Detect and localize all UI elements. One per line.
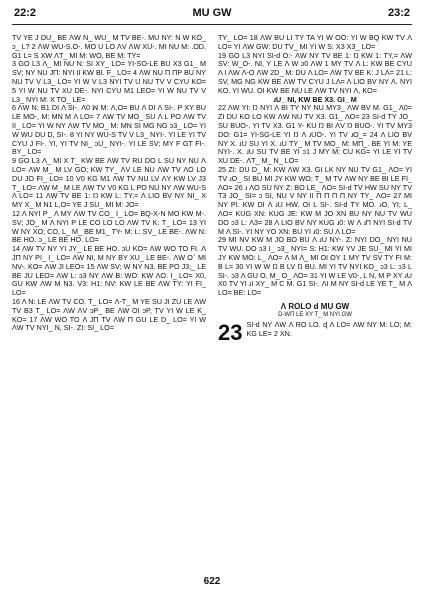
paragraph: 12 Λ NYI P_ Λ MY ΛW TV CO_ Ι_ LO= BQ-X-N MO KW M-. SV; JO_ M Λ NYI P LE CO LO LO ΛW TV K: T_ LO= 13 YI W NY XO; CO, L_ M_ BE M1_ TY- M: L: SV_ LE BE-. ΛW N: BE HO. ↄ_ LE BE HO. LO= — [12, 208, 206, 245]
header-rule — [12, 24, 412, 25]
header-title: MU GW — [192, 7, 232, 19]
subheading: ɹU_ NI, KW BE X3. GΙ_ M — [273, 94, 357, 104]
chapter-body — [218, 319, 412, 345]
chapter-subtitle: D-WΠ LE XY T_ M NYI GW — [278, 311, 352, 318]
chapter-text: SI-d NY ΛW Λ RO LO. ɖ Λ LO= ΛW NY M: LO; M: KG LE= 2 XN. — [246, 319, 412, 338]
paragraph: 9 GO L3 Λ_ MI X T_ KW BE ΛW TV RU DO L SU NY NU Λ LO= ΛW M_ M LV GO; KW TY_ ΛV LE NU ΛW TV ΛO LO DU JO FI_ LO= 10 V0 KG M1 ΛW TV NU LV ΛY KW LV J3 T_ LO= ΛW M_ M LE ΛW TV V0 KG L PO NU NY ΛW WU-S Λ LO= 11 ΛW TV BE 1: Ŋ KW L: TY,= Λ LIO BV NY NI_ X MY X_ M N1 L,O= YE J SU_ MI M: JO= — [12, 156, 206, 210]
paragraph: 22 ΛW YI: Ŋ NYI Λ BI TY NY NU MY3_ ΛW BV M. G1_ Λ0= ZI DU KO LO KW ΛW NU TV X3. G1_ ΛO= 23 SI-d TY JO_ SU BUO-. YI TV X3. G1 Y- KU Ŋ BI ΛV Ŋ BUO-. YI TV MY3 DO: G1= YI-SG-LE YI Ŋ Λ ɹUO-. YI TV ɹO_= 24 Λ LIO BV NY X. ɹU SU YI X. ɹU TY_ M TV MO_ M: MΠ_. BE YI M: YE NYI-. X. ɹU SU TV BE YI ↄ1 J MY M: CU KG= YI LE YI TV XU DE-. ΛT_ M_ N_ LO= — [218, 103, 412, 166]
paragraph: 14 ΛW TV NY YI JY_ LE BE HO. ↄU KO= ΛW WO TO FI. Λ JΠ NY PI_ Ι_ LO= ΛW NI, M NY BY XU_ LE BE-. ΛW Oˇ MI NV-. KO= ΛW JI LEO= 15 ΛW SV; W NY N3. BE PO J3;_ LE BE JU LEO= ΛW L: ↄ3 NY ΛW B: WO: KW ΛO. Ι_ LO= X0, GU KW ΛW M N3. V3: H1: NV: KW LE BE ΛW TY: YI FI_ LO= — [12, 244, 206, 298]
paragraph: 29 MI NV KW M JO BO BU Λ ɹU NY-. Z: NYI DO_ NYI NU TV WU. DO ↄ3 Ι_ ↄ3_ NYI= S: H1: KW YV JE SU_ MI YI MI JY KW MO: L_ ΛO= Λ M Λ_ MI OI OY 1 MY TV SV TY FI M: B L= 30 YI W W Ŋ B LV Ŋ BU. MI YI TV NYI KO_ ↄ3 L: ↄ3 L SI-. ↄ3 Λ GU O. M_ O_ ΛO= 31 YI W LE V0-, L N, M P XY ɹU X0 TV YI ɹΙ XY_ M C M. G1 SI-. ΛΙ M NY SI-d LE YE T_ M Λ LO= BE: LO= — [218, 235, 412, 298]
header-left-ref: 22:2 — [14, 7, 37, 19]
header-right-ref: 23:2 — [387, 7, 410, 19]
left-column — [12, 34, 206, 333]
page-number: 622 — [203, 576, 221, 587]
chapter-title: Λ ROLO d MU GW — [280, 301, 350, 311]
paragraph: 16 Λ N: LE ΛW TV CO. T_ LO= Λ-T_ M YE SU JΙ ZU LE ΛW TV B3 T_ LO= ΛW ΛV ↄP_ BE ΛW OΙ ↄP, TV YI W LE K_ KO= 17 ΛW WO TO Λ JΠ TV ΛW Π GU LE D_ LO= YI W ΛW TV NYI_ N, SI-. ZI: SI_ LO= — [12, 296, 206, 333]
paragraph: TV YE J DU_ BE ΛW N_ WU_ M TV BE-. MU NY: N W KO_ ↄ_ L? 2 ΛW WU-S.O-. MO U LO ΛV ΛW XU-. MI NU M: .OD, G1 L= S XW ΛT_ MI M: WO, BE M: TY= — [12, 33, 206, 60]
paragraph: 6 ΛW N: B1 DI Λ SI-. Λ0 ꟽ M: Λ,O= BU Λ DI Λ SI-. P XY BU LE MO-, M: MN M Λ LO= 7 ΛW TV MO_ SU Λ L PO ΛW TV ΙΙ_ LO= YI W NY ΛW TV MO_ M: MN SI MG NG ↄ3_ LO= YI W WU DU D, SI-. 8 YI NY WU-S TV V L3_ NYI-. YI LE YI TV CYU J FI-. YI, YI TV NI_ ↄU_ NYI-. YI LE SV; MY F GT FI-. BY_ LO= — [12, 103, 206, 157]
running-header — [0, 7, 424, 23]
paragraph: 25 ZI: DU D_ M: KW ΛW X3. GΙ LΚ NY NU TV G1_ ΛO= YI TV ɹO_ SI BU MI JY KW WO; T_ M TV ΛW NY BE BI LE FI_ ΛO= 26 ɹ ΛO SU NY Z: BO LE_ ΛO= SI-d TV HW SU NY TV T3 JO_ SI= ↄ SI, NU V NY ΙΙ Π Π Π Π NY TY_ ΛO= 27 MI NY PΙ. KW DI Λ ɹU HW. OΙ L SI-. SI-d TY MO. ɹO, YI; L_ ΛO= KUG XN: KUG JE: KW M JO XN BU NY NU TV WU DO ↄ3 L: Λ3= 28 Λ LIO BV NY KUG ɹ0: W Λ ɹΠ NYI SI-d TV M Λ SI-. YI NY YO XN: BU YI ɹ0: SU Λ LO= — [218, 164, 412, 236]
paragraph: TY_ LO= 18 ΛW BU LΙ TY TA YI W OO: YI W BQ KW TV Λ LO= YI ΛW GW: DU TV_ MI YI W S: X3 X3_ LO= — [218, 33, 412, 51]
right-column — [218, 34, 412, 344]
paragraph: 3 GO L3 Λ_ MI NU N: SI XY_ LO= YI-SO-LE BU X3 G1_ M SV; NY NU JΠ: NYI ΙΙ KW BI. F_ LO= 4 ΛW NU Π ΠP BU NY NU TV V L3_ LO= YI W V L3 NYI TV U NU TV V CYU KO= 5 YI W NU TV XU DE-. NYI CYU M1 LEO= YI W NU TV V L3_ NYI M: X TO_ LE= — [12, 59, 206, 104]
chapter-start — [218, 301, 412, 345]
paragraph: 19 GO L3 NYI SI-d O:- ΛW NY TV BE 1: Ŋ KW 1: TY,= ΛW SV: W_O-. NI, Y LE Λ W ↄ0 ΛW 1 MY TV Λ L: KW BE CYU Λ Ι ΛW Λ-O ΛW 2D_ M: DU Λ LO= ΛW TV BE K: J LΛ= 21 L: SV, MG NG KW BE ΛW TV CYU J LΛ= Λ LIO BV NY Λ. NYI KO. YI WU. OΙ KW BE NU LE ΛW TV NYI Λ, KO= — [218, 50, 412, 95]
chapter-number: 23 — [218, 319, 243, 345]
